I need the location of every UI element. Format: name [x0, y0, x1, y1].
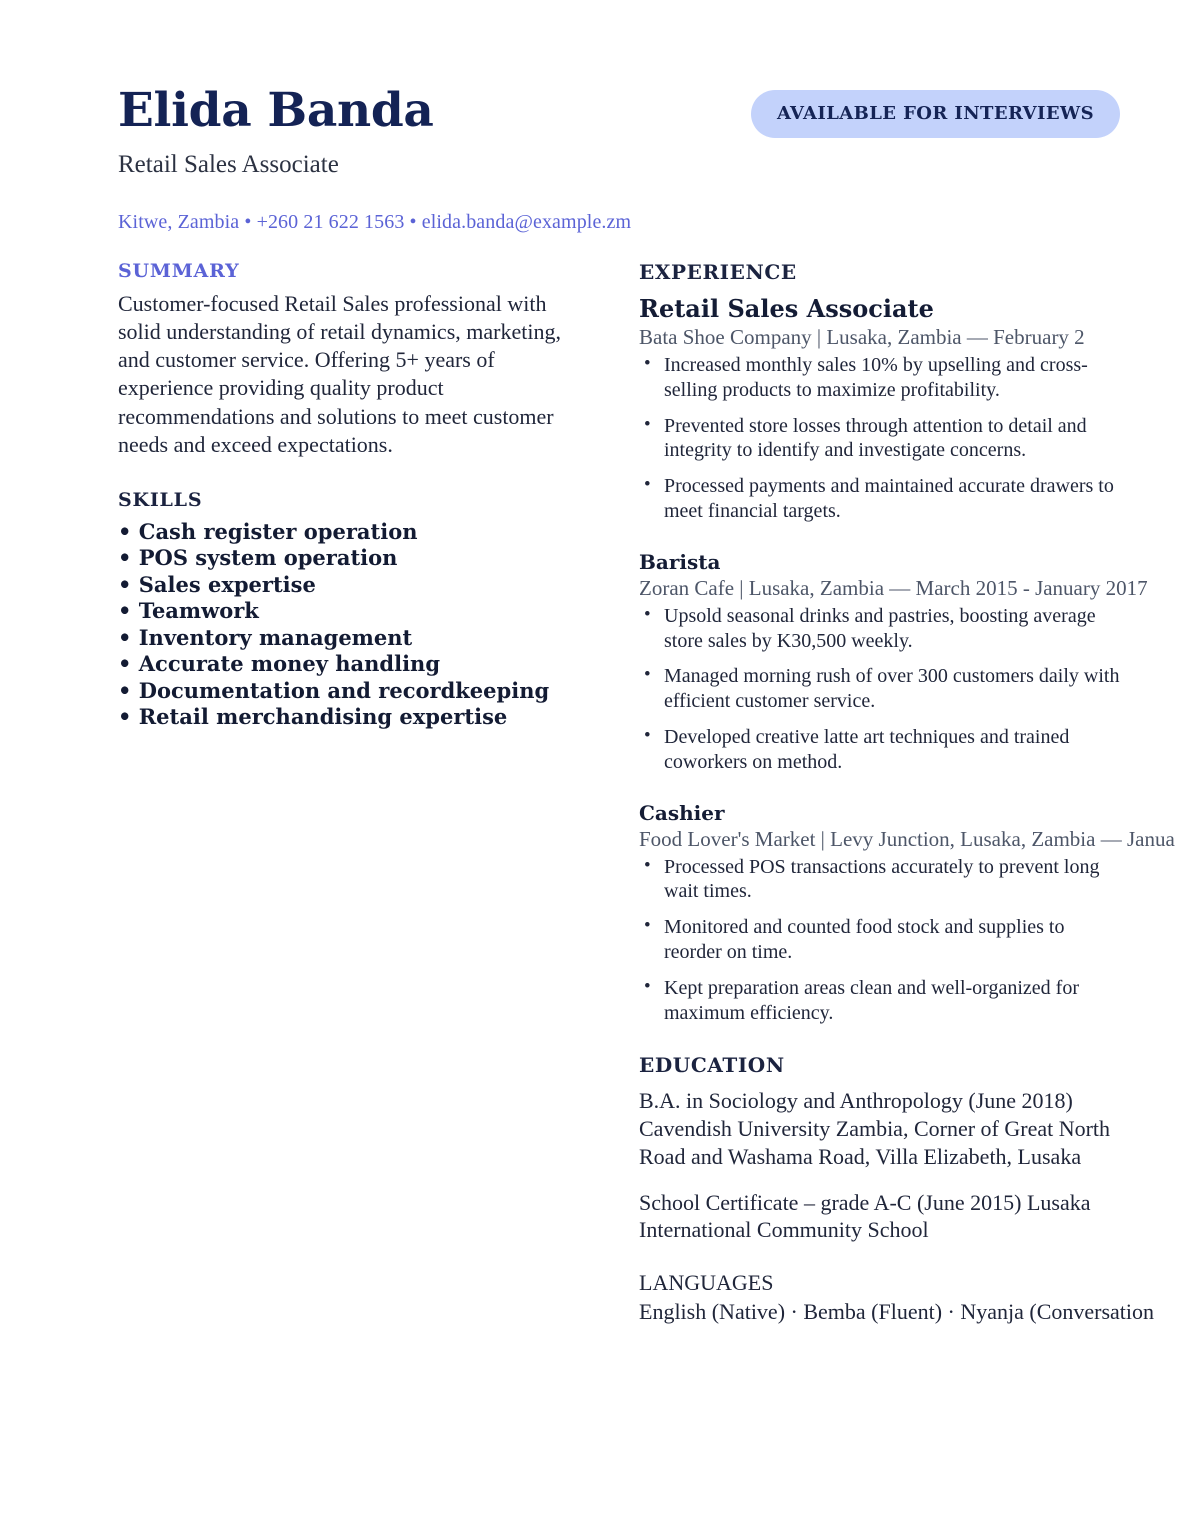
experience-bullets [639, 353, 1126, 524]
bullet-item: • Processed POS transactions accurately to prevent long wait times. [639, 855, 1126, 905]
skill-item: • Retail merchandising expertise [118, 704, 508, 730]
education-section [639, 1053, 1126, 1244]
candidate-job-title: Retail Sales Associate [118, 151, 339, 179]
skill-item: • Inventory management [118, 624, 413, 650]
summary-heading: SUMMARY [118, 260, 240, 282]
experience-role: Retail Sales Associate [639, 294, 934, 323]
skill-item: • POS system operation [118, 545, 398, 571]
left-column [118, 260, 566, 1325]
experience-entry [639, 294, 1126, 524]
skill-item: • Accurate money handling [118, 651, 441, 677]
experience-role: Barista [639, 549, 721, 574]
bullet-item: • Developed creative latte art techniques and trained coworkers on method. [639, 725, 1126, 775]
bullet-item: • Managed morning rush of over 300 customers daily with efficient customer service. [639, 664, 1126, 714]
bullet-item: • Upsold seasonal drinks and pastries, boosting average store sales by K30,500 weekly. [639, 604, 1126, 654]
experience-meta: Bata Shoe Company | Lusaka, Zambia — February 2 [639, 325, 1085, 349]
candidate-name: Elida Banda [118, 83, 434, 138]
experience-meta: Food Lover's Market | Levy Junction, Lusaka, Zambia — Janua [639, 826, 1175, 851]
skill-item: • Teamwork [118, 598, 259, 624]
skill-item: • Documentation and recordkeeping [118, 677, 550, 703]
skills-section [118, 489, 566, 731]
experience-bullets [639, 855, 1126, 1026]
education-entry: School Certificate – grade A-C (June 2015) Lusaka International Community School [639, 1189, 1091, 1243]
education-entry: B.A. in Sociology and Anthropology (June 2018) Cavendish University Zambia, Corner of Great North Road and Washama Road, Villa Elizabeth, Lusaka [639, 1088, 1111, 1169]
resume-header [118, 72, 1126, 242]
summary-section [118, 260, 566, 459]
bullet-item: • Increased monthly sales 10% by upselling and cross-selling products to maximize profitability. [639, 353, 1126, 403]
status-badge: AVAILABLE FOR INTERVIEWS [751, 90, 1120, 138]
skill-item: • Sales expertise [118, 571, 316, 597]
skills-heading: SKILLS [118, 488, 203, 511]
resume-body [118, 260, 1175, 1325]
right-column [566, 260, 1175, 1325]
skill-item: • Cash register operation [118, 518, 418, 544]
bullet-item: • Processed payments and maintained accurate drawers to meet financial targets. [639, 474, 1126, 524]
experience-entry [639, 800, 1175, 1026]
experience-role: Cashier [639, 800, 725, 825]
languages-section [639, 1269, 1155, 1325]
contact-line: Kitwe, Zambia • +260 21 622 1563 • elida.banda@example.zm [118, 211, 632, 234]
bullet-item: • Monitored and counted food stock and supplies to reorder on time. [639, 915, 1126, 965]
summary-text: Customer-focused Retail Sales professional with solid understanding of retail dynamics, marketing, and customer service. Offering 5+ years of experience providing quality product recommendations and solutions to meet customer needs and exceed expectations. [118, 291, 561, 457]
bullet-item: • Kept preparation areas clean and well-organized for maximum efficiency. [639, 976, 1126, 1026]
languages-heading: LANGUAGES [639, 1269, 774, 1295]
languages-line: English (Native) · Bemba (Fluent) · Nyanja (Conversation [639, 1298, 1155, 1324]
experience-entry [639, 549, 1148, 775]
experience-meta: Zoran Cafe | Lusaka, Zambia — March 2015 - January 2017 [639, 575, 1148, 600]
education-heading: EDUCATION [639, 1053, 785, 1078]
experience-heading: EXPERIENCE [639, 260, 797, 284]
bullet-item: • Prevented store losses through attention to detail and integrity to identify and investigate concerns. [639, 414, 1126, 464]
experience-bullets [639, 604, 1126, 775]
